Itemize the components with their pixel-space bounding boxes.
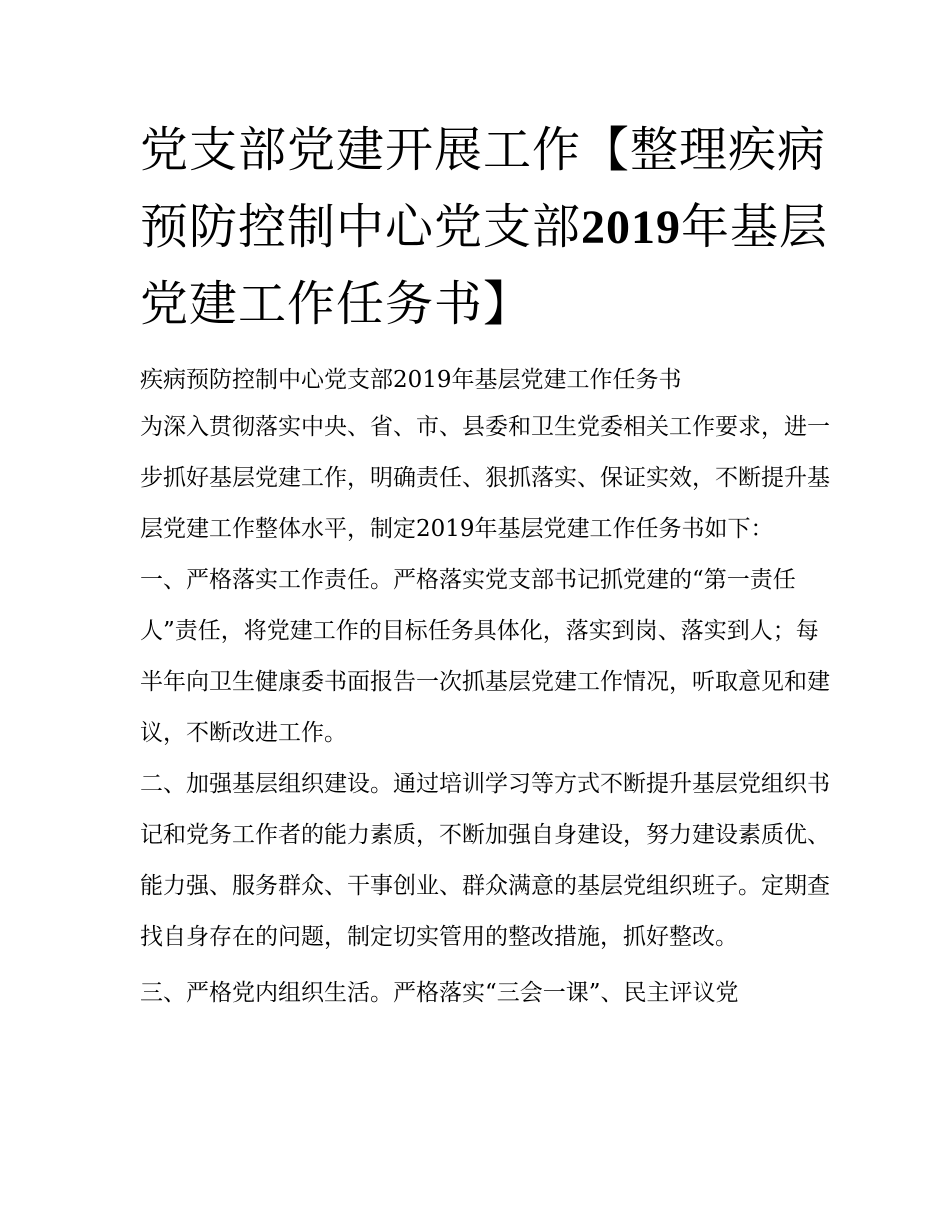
title-part-1: 党支部党建开展工作【整理疾病预防控制中心党支部 bbox=[140, 122, 827, 255]
title-year: 2019 bbox=[581, 201, 682, 254]
paragraph-section-1: 一、严格落实工作责任。严格落实党支部书记抓党建的“第一责任人”责任，将党建工作的目标任务具体化，落实到岗、落实到人；每半年向卫生健康委书面报告一次抓基层党建工作情况，听取意见和建议，不断改进工作。 bbox=[140, 567, 830, 746]
document-subtitle: 疾病预防控制中心党支部2019年基层党建工作任务书 bbox=[140, 367, 682, 393]
document-body bbox=[140, 358, 830, 1019]
paragraph-section-2: 二、加强基层组织建设。通过培训学习等方式不断提升基层党组织书记和党务工作者的能力素质，不断加强自身建设，努力建设素质优、能力强、服务群众、干事创业、群众满意的基层党组织班子。定期查找自身存在的问题，制定切实管用的整改措施，抓好整改。 bbox=[140, 771, 830, 950]
paragraph-section-3: 三、严格党内组织生活。严格落实“三会一课”、民主评议党 bbox=[140, 980, 739, 1006]
paragraph-intro: 为深入贯彻落实中央、省、市、县委和卫生党委相关工作要求，进一步抓好基层党建工作，明确责任、狠抓落实、保证实效，不断提升基层党建工作整体水平，制定2019年基层党建工作任务书如下： bbox=[140, 414, 830, 542]
title-part-2: 年基层党建工作任务书】 bbox=[140, 199, 829, 332]
document-title bbox=[140, 112, 830, 343]
